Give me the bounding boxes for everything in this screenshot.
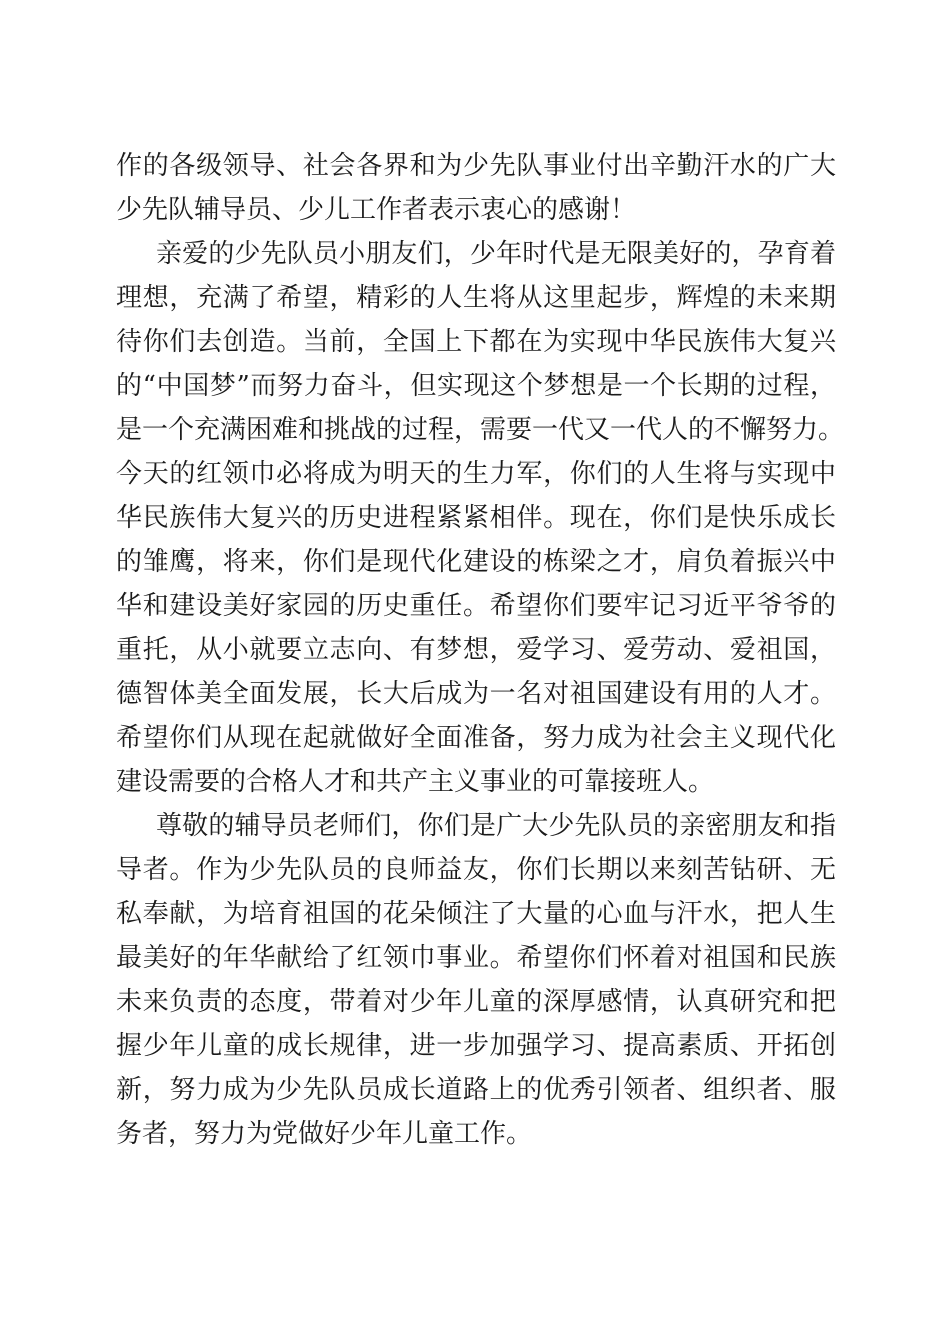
text-line: 德智体美全面发展，长大后成为一名对祖国建设有用的人才。 [116, 679, 836, 709]
text-line: 最美好的年华献给了红领巾事业。希望你们怀着对祖国和民族 [116, 943, 836, 973]
text-line: 导者。作为少先队员的良师益友，你们长期以来刻苦钻研、无 [116, 855, 836, 885]
text-line: 作的各级领导、社会各界和为少先队事业付出辛勤汗水的广大 [116, 151, 836, 181]
text-line: 握少年儿童的成长规律，进一步加强学习、提高素质、开拓创 [116, 1031, 836, 1061]
text-line: 待你们去创造。当前，全国上下都在为实现中华民族伟大复兴 [116, 327, 836, 357]
text-line: 新，努力成为少先队员成长道路上的优秀引领者、组织者、服 [116, 1075, 836, 1105]
text-line: 华和建设美好家园的历史重任。希望你们要牢记习近平爷爷的 [116, 591, 836, 621]
text-line: 希望你们从现在起就做好全面准备，努力成为社会主义现代化 [116, 723, 836, 753]
text-line: 理想，充满了希望，精彩的人生将从这里起步，辉煌的未来期 [116, 283, 836, 313]
text-line: 的雏鹰，将来，你们是现代化建设的栋梁之才，肩负着振兴中 [116, 547, 836, 577]
text-line: 未来负责的态度，带着对少年儿童的深厚感情，认真研究和把 [116, 987, 836, 1017]
text-line: 亲爱的少先队员小朋友们，少年时代是无限美好的，孕育着 [156, 239, 836, 269]
text-line: 务者，努力为党做好少年儿童工作。 [116, 1119, 533, 1149]
text-line: 尊敬的辅导员老师们，你们是广大少先队员的亲密朋友和指 [156, 811, 836, 841]
text-line: 今天的红领巾必将成为明天的生力军，你们的人生将与实现中 [116, 459, 836, 489]
document-body [116, 144, 845, 1156]
text-line: 是一个充满困难和挑战的过程，需要一代又一代人的不懈努力。 [116, 415, 845, 445]
paragraph [116, 232, 845, 804]
text-line: 私奉献，为培育祖国的花朵倾注了大量的心血与汗水，把人生 [116, 899, 836, 929]
text-line: 的“中国梦”而努力奋斗，但实现这个梦想是一个长期的过程， [116, 371, 836, 401]
text-line: 少先队辅导员、少儿工作者表示衷心的感谢！ [116, 195, 637, 225]
paragraph [116, 144, 836, 232]
text-line: 建设需要的合格人才和共产主义事业的可靠接班人。 [116, 767, 715, 797]
text-line: 华民族伟大复兴的历史进程紧紧相伴。现在，你们是快乐成长 [116, 503, 836, 533]
paragraph [116, 804, 836, 1156]
text-line: 重托，从小就要立志向、有梦想，爱学习、爱劳动、爱祖国， [116, 635, 836, 665]
